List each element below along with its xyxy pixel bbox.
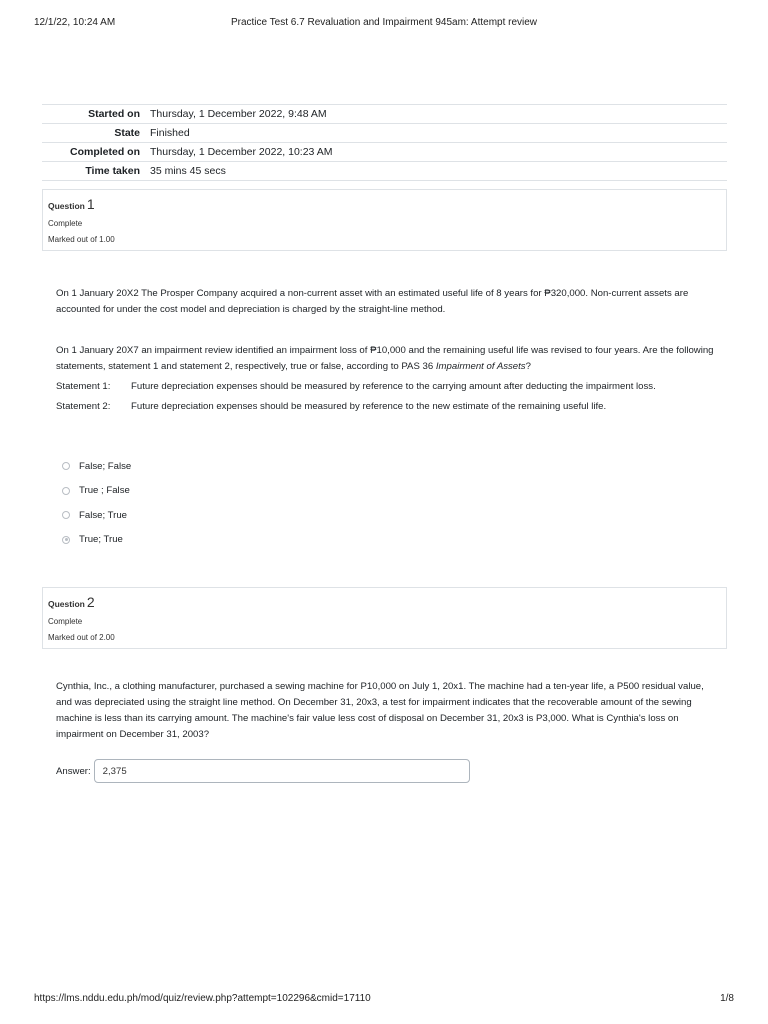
summary-label: State <box>114 127 140 139</box>
question-status: Complete <box>48 617 83 626</box>
summary-row <box>42 162 727 181</box>
question-1-info <box>42 189 727 251</box>
summary-label: Started on <box>88 108 140 120</box>
summary-value: Thursday, 1 December 2022, 10:23 AM <box>150 146 333 158</box>
radio-button-selected[interactable] <box>62 536 70 544</box>
summary-value: Thursday, 1 December 2022, 9:48 AM <box>150 108 327 120</box>
answer-input[interactable] <box>94 759 470 783</box>
summary-value: Finished <box>150 127 190 139</box>
answer-options <box>62 454 131 552</box>
question-paragraph: Cynthia, Inc., a clothing manufacturer, purchased a sewing machine for P10,000 on July 1, 20x1. The machine had a ten-year life, a P500 residual value, and was depreciated using the straight line method. On December 31, 20x3, a test for impairment indicates that the recoverable amount of the sewing machine is less than its carrying amount. The machine's fair value less cost of disposal on December 31, 20x3 is P3,000. What is Cynthia's loss on impairment on December 31, 2003? <box>56 681 704 740</box>
option-true-true[interactable] <box>62 528 131 553</box>
question-1-text-2 <box>56 343 716 415</box>
option-label: True; True <box>79 534 123 546</box>
question-2-info <box>42 587 727 649</box>
radio-button[interactable] <box>62 487 70 495</box>
option-true-false[interactable] <box>62 479 131 504</box>
page-number: 1/8 <box>720 993 734 1004</box>
option-label: True ; False <box>79 485 130 497</box>
answer-value: 2,375 <box>102 765 127 777</box>
option-false-true[interactable] <box>62 503 131 528</box>
page-url: https://lms.nddu.edu.ph/mod/quiz/review.php?attempt=102296&cmid=17110 <box>34 993 371 1004</box>
question-marks: Marked out of 2.00 <box>48 633 115 642</box>
statement-2: Statement 2: Future depreciation expenses should be measured by reference to the new estimate of the remaining useful life. <box>56 401 607 412</box>
summary-value: 35 mins 45 secs <box>150 165 226 177</box>
question-number: Question 2 <box>48 594 95 610</box>
statement-1: Statement 1: Future depreciation expenses should be measured by reference to the carrying amount after deducting the impairment loss. <box>56 381 656 392</box>
option-label: False; False <box>79 460 132 472</box>
question-paragraph: On 1 January 20X2 The Prosper Company acquired a non-current asset with an estimated useful life of 8 years for ₱320,000. Non-current assets are accounted for under the cost model and depreciation is charged by the straight-line method. <box>56 288 689 315</box>
option-false-false[interactable] <box>62 454 131 479</box>
question-number: Question 1 <box>48 196 95 212</box>
answer-label: Answer: <box>56 765 91 777</box>
answer-row <box>56 759 470 783</box>
print-datetime: 12/1/22, 10:24 AM <box>34 17 116 28</box>
summary-row <box>42 124 727 143</box>
option-label: False; True <box>79 509 127 521</box>
print-title: Practice Test 6.7 Revaluation and Impairment 945am: Attempt review <box>230 17 538 28</box>
radio-button[interactable] <box>62 511 70 519</box>
radio-button[interactable] <box>62 462 70 470</box>
summary-row <box>42 143 727 162</box>
summary-label: Time taken <box>85 165 140 177</box>
question-status: Complete <box>48 219 83 228</box>
attempt-summary-table <box>42 104 727 181</box>
question-1-text <box>56 286 716 318</box>
summary-label: Completed on <box>70 146 140 158</box>
question-2-text <box>56 679 716 743</box>
summary-row <box>42 105 727 124</box>
question-marks: Marked out of 1.00 <box>48 235 115 244</box>
question-paragraph: On 1 January 20X7 an impairment review identified an impairment loss of ₱10,000 and the remaining useful life was revised to four years. Are the following statements, statement 1 and statement 2, respectively, true or false, according to PAS 36 Impairment of Assets? <box>56 345 714 372</box>
